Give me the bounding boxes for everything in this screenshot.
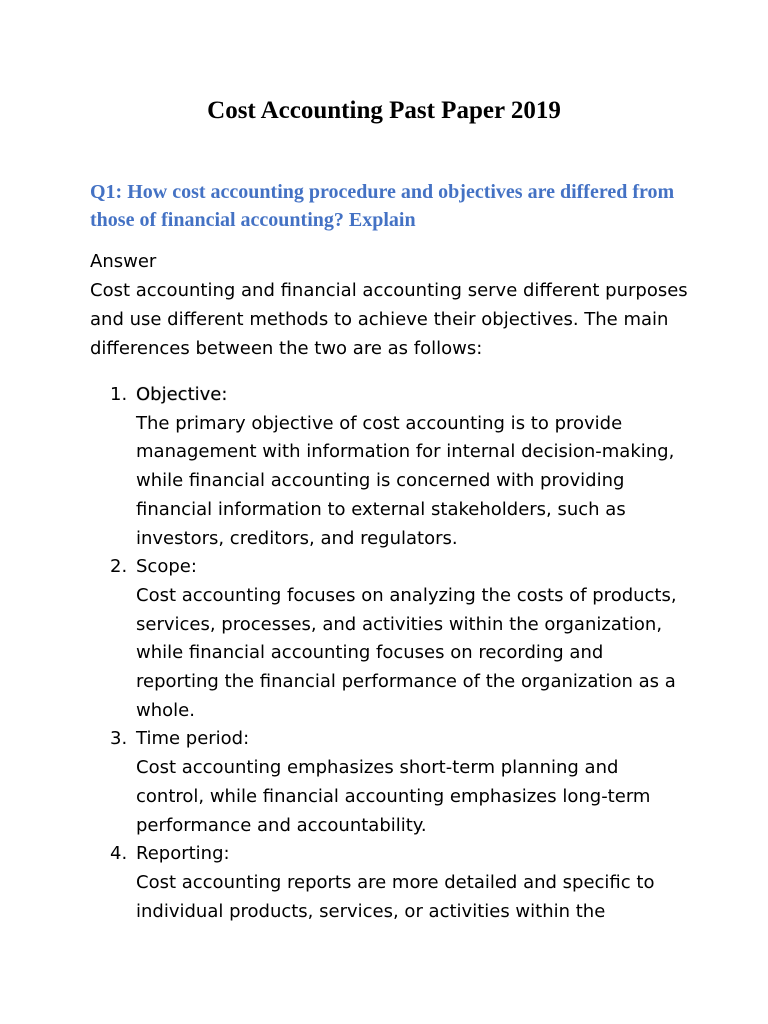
list-item-number: 2. [110,556,128,578]
question-heading: Q1: How cost accounting procedure and objectives are differed from those of financial accounting? Explain [90,181,675,231]
differences-list [110,381,690,926]
document-title: Cost Accounting Past Paper 2019 [207,97,561,124]
list-item-heading: Time period: [136,728,250,750]
list-item-number: 3. [110,728,128,750]
answer-heading: Answer [90,251,157,272]
list-item-number: 1. [110,384,128,405]
list-item-scope [110,553,690,725]
list-item-time-period [110,725,690,840]
list-item-heading: Reporting: [136,843,230,865]
list-item-body: Cost accounting emphasizes short-term planning and control, while financial accounting emphasizes long-term performance and accountability. [136,757,651,836]
list-item-number: 4. [110,843,128,865]
list-item-body: The primary objective of cost accounting is to provide management with information for internal decision-making, while financial accounting is concerned with providing financial information to external stakeholders, such as investors, creditors, and regulators. [136,412,675,549]
list-item-heading: Objective: [136,384,228,405]
list-item-objective [110,381,690,553]
list-item-heading: Scope: [136,556,197,578]
list-item-body: Cost accounting reports are more detailed and specific to individual products, services, or activities within the [136,871,655,922]
answer-intro: Cost accounting and financial accounting serve different purposes and use different methods to achieve their objectives. The main differences between the two are as follows: [90,280,688,359]
list-item-body: Cost accounting focuses on analyzing the costs of products, services, processes, and activities within the organization, while financial accounting focuses on recording and reporting the financial performance of the organization as a whole. [136,584,677,721]
list-item-reporting [110,840,690,926]
